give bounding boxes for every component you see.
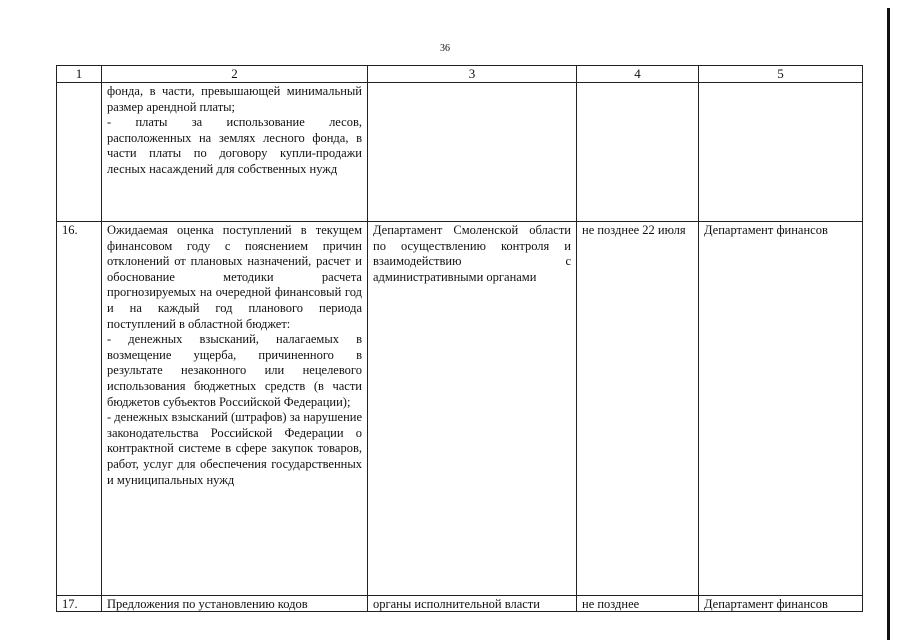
deadline-cell: не позднее xyxy=(577,596,699,612)
column-header-4: 4 xyxy=(577,66,699,83)
table-row xyxy=(57,222,863,596)
row-number-cell: 16. xyxy=(57,222,102,596)
page-number: 36 xyxy=(440,43,450,54)
description-cell xyxy=(102,596,368,612)
row-number-cell: 17. xyxy=(57,596,102,612)
executor-cell xyxy=(368,83,577,222)
column-header-5: 5 xyxy=(699,66,863,83)
description-line: - денежных взысканий, налагаемых в возмещение ущерба, причиненного в результате незаконного или нецелевого использования бюджетных средств (в части бюджетов субъектов Российской Федерации); xyxy=(107,332,362,409)
column-header-2: 2 xyxy=(102,66,368,83)
plan-table xyxy=(56,65,863,612)
description-line: Предложения по установлению кодов xyxy=(107,597,308,611)
description-line: Ожидаемая оценка поступлений в текущем финансовом году с пояснением причин отклонений от плановых назначений, расчет и обоснование методики расчета прогнозируемых на очередной финансовый год и на каждый год планового периода поступлений в областной бюджет: xyxy=(107,223,362,331)
deadline-cell: не позднее 22 июля xyxy=(577,222,699,596)
description-cell xyxy=(102,222,368,596)
margin-rule xyxy=(887,8,890,640)
table-row xyxy=(57,596,863,612)
table-header-row xyxy=(57,66,863,83)
row-number-cell xyxy=(57,83,102,222)
recipient-cell xyxy=(699,83,863,222)
executor-cell: Департамент Смоленской области по осуществлению контроля и взаимодействию с административными органами xyxy=(368,222,577,596)
description-line: фонда, в части, превышающей минимальный размер арендной платы; xyxy=(107,84,362,114)
description-cell xyxy=(102,83,368,222)
table-row-continued xyxy=(57,83,863,222)
recipient-cell: Департамент финансов xyxy=(699,596,863,612)
description-line: - денежных взысканий (штрафов) за нарушение законодательства Российской Федерации о контрактной системе в сфере закупок товаров, работ, услуг для обеспечения государственных и муниципальных нужд xyxy=(107,410,362,487)
column-header-3: 3 xyxy=(368,66,577,83)
recipient-cell: Департамент финансов xyxy=(699,222,863,596)
executor-cell: органы исполнительной власти xyxy=(368,596,577,612)
description-line: - платы за использование лесов, расположенных на землях лесного фонда, в части платы по договору купли-продажи лесных насаждений для собственных нужд xyxy=(107,115,362,176)
column-header-1: 1 xyxy=(57,66,102,83)
deadline-cell xyxy=(577,83,699,222)
